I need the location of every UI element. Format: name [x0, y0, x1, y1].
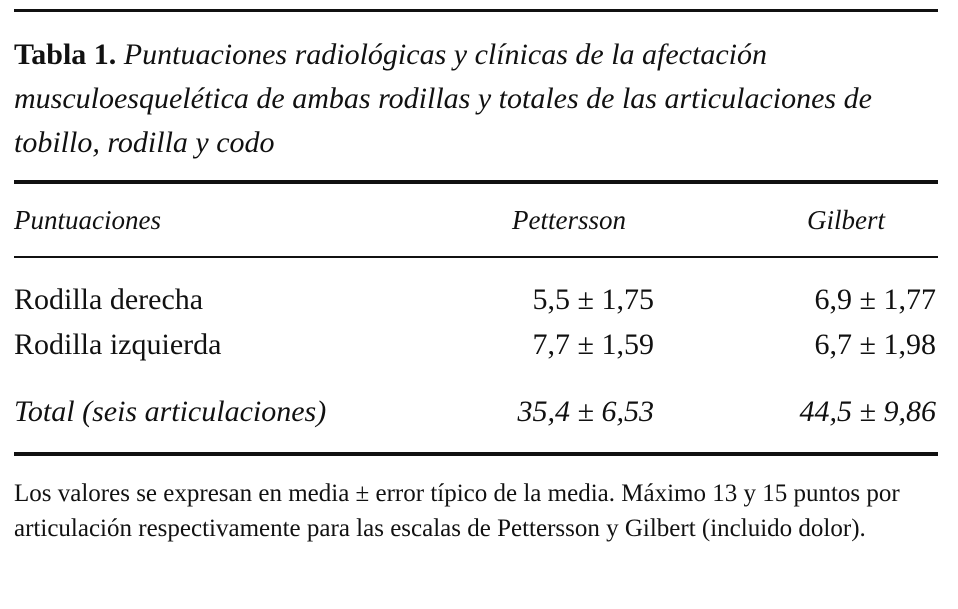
row-label: Rodilla izquierda: [14, 328, 222, 361]
total-pettersson-value: 35,4 ± 6,53: [517, 395, 654, 428]
bottom-rule: [14, 452, 938, 456]
caption-text: Puntuaciones radiológicas y clínicas de la afectación musculoesquelética de ambas rodillas y totales de las articulaciones de tobillo, rodilla y codo: [14, 38, 872, 159]
table-header-row: [14, 200, 938, 240]
header-puntuaciones: Puntuaciones: [14, 205, 161, 235]
header-top-rule: [14, 180, 938, 184]
row-pettersson-value: 7,7 ± 1,59: [532, 328, 654, 361]
total-gilbert-value: 44,5 ± 9,86: [799, 395, 936, 428]
header-bottom-rule: [14, 256, 938, 258]
row-gilbert-value: 6,9 ± 1,77: [814, 283, 936, 316]
table-figure: [14, 0, 938, 609]
header-pettersson: Pettersson: [512, 205, 626, 235]
row-pettersson-value: 5,5 ± 1,75: [532, 283, 654, 316]
table-row: [14, 323, 938, 367]
row-label: Rodilla derecha: [14, 283, 204, 316]
top-rule: [14, 9, 938, 12]
header-gilbert: Gilbert: [807, 205, 885, 235]
total-label: Total (seis articulaciones): [14, 395, 327, 428]
caption-label: Tabla 1.: [14, 38, 117, 71]
table-row: [14, 278, 938, 322]
table-caption: [14, 33, 938, 165]
table-total-row: [14, 390, 938, 434]
row-gilbert-value: 6,7 ± 1,98: [814, 328, 936, 361]
table-footnote: Los valores se expresan en media ± error típico de la media. Máximo 13 y 15 puntos por articulación respectivamente para las escalas de Pettersson y Gilbert (incluido dolor).: [14, 480, 900, 542]
